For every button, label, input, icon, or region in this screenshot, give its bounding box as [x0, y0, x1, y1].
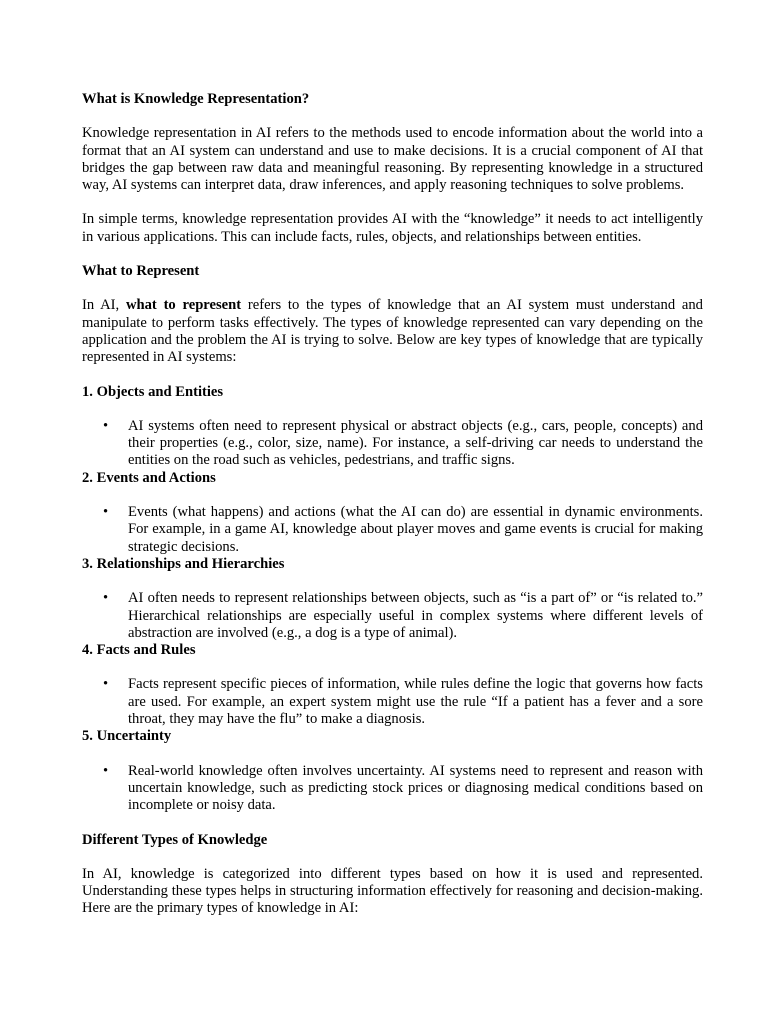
section-title-events: 2. Events and Actions	[82, 469, 216, 486]
list-item	[82, 676, 703, 728]
list-item	[82, 590, 703, 642]
bullet-text: Facts represent specific pieces of information, while rules define the logic that governs how facts are used. For example, an expert system might use the rule “If a patient has a fever and a sore throat, they may have the flu” to make a diagnosis.	[128, 676, 703, 728]
paragraph-kr-simple-terms: In simple terms, knowledge representation provides AI with the “knowledge” it needs to act intelligently in various applications. This can include facts, rules, objects, and relationships between entities.	[82, 211, 703, 245]
section-title-relationships: 3. Relationships and Hierarchies	[82, 555, 285, 572]
bullet-icon: •	[103, 590, 109, 607]
bullet-list-facts-rules	[82, 676, 703, 728]
section-title-uncertainty: 5. Uncertainty	[82, 728, 172, 745]
section-title-facts-rules: 4. Facts and Rules	[82, 642, 196, 659]
bullet-icon: •	[103, 417, 109, 434]
bullet-text: AI systems often need to represent physical or abstract objects (e.g., cars, people, concepts) and their properties (e.g., color, size, name). For instance, a self-driving car needs to understand the entities on the road such as vehicles, pedestrians, and traffic signs.	[128, 417, 703, 469]
bullet-text: Real-world knowledge often involves uncertainty. AI systems need to represent and reason with uncertain knowledge, such as predicting stock prices or diagnosing medical conditions based on incomplete or noisy data.	[128, 762, 703, 814]
bullet-list-events	[82, 504, 703, 556]
para3-rest: refers to the types of knowledge that an AI system must understand and manipulate to perform tasks effectively. The types of knowledge represented can vary depending on the application and the problem the AI is trying to solve. Below are key types of knowledge that are typically represented in AI systems:	[82, 297, 703, 366]
bullet-icon: •	[103, 762, 109, 779]
bullet-text: AI often needs to represent relationships between objects, such as “is a part of” or “is related to.” Hierarchical relationships are especially useful in complex systems where different levels of abstraction are involved (e.g., a dog is a type of animal).	[128, 590, 703, 641]
list-item	[82, 504, 703, 556]
list-item	[82, 763, 703, 815]
paragraph-types-of-knowledge: In AI, knowledge is categorized into different types based on how it is used and represented. Understanding these types helps in structuring information effectively for reasoning and decision-making. Here are the primary types of knowledge in AI:	[82, 865, 703, 917]
heading-what-is-kr: What is Knowledge Representation?	[82, 91, 310, 107]
section-title-objects: 1. Objects and Entities	[82, 383, 224, 400]
heading-what-to-represent: What to Represent	[82, 263, 200, 280]
bullet-list-uncertainty	[82, 763, 703, 815]
paragraph-what-to-represent	[82, 297, 703, 366]
para3-prefix: In AI,	[82, 297, 126, 314]
document-page	[82, 91, 703, 918]
paragraph-kr-definition: Knowledge representation in AI refers to the methods used to encode information about the world into a format that an AI system can understand and use to make decisions. It is a crucial component of AI that bridges the gap between raw data and meaningful reasoning. By representing knowledge in a structured way, AI systems can interpret data, draw inferences, and apply reasoning techniques to solve problems.	[82, 125, 703, 194]
bullet-icon: •	[103, 676, 109, 693]
bullet-list-objects	[82, 418, 703, 470]
para3-bold-term: what to represent	[125, 297, 242, 314]
bullet-text: Events (what happens) and actions (what the AI can do) are essential in dynamic environments. For example, in a game AI, knowledge about player moves and game events is crucial for making strategic decisions.	[128, 504, 703, 555]
bullet-list-relationships	[82, 590, 703, 642]
heading-types-of-knowledge: Different Types of Knowledge	[82, 831, 268, 848]
bullet-icon: •	[103, 504, 109, 521]
list-item	[82, 418, 703, 470]
